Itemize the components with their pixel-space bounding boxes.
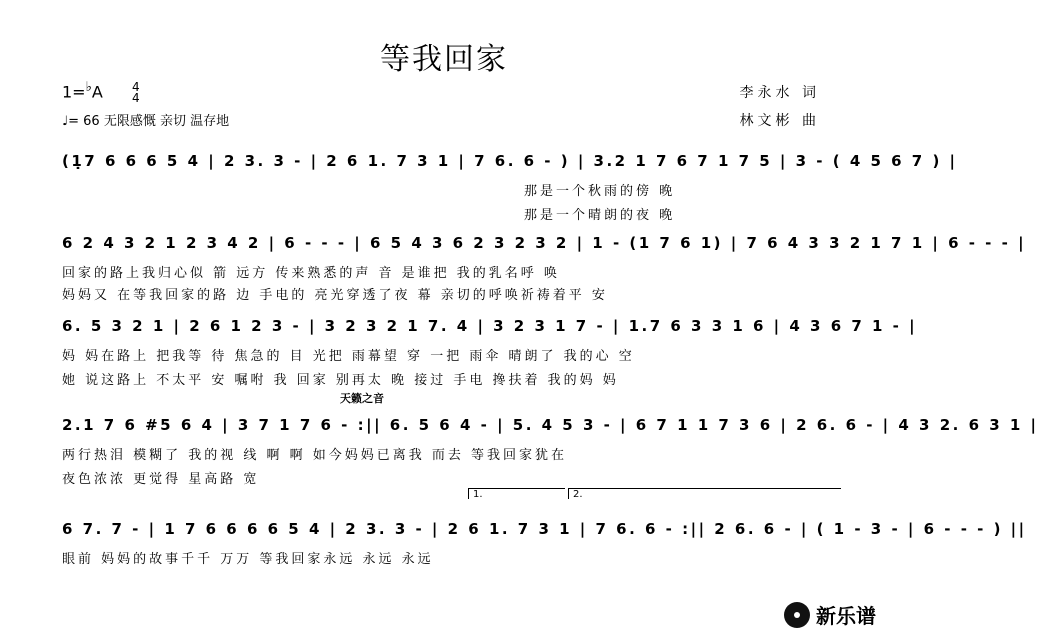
notation-line: 6. 5 3 2 1 | 2 6 1 2 3 - | 3 2 3 2 1 7. 4 | 3 2 3 1 7 - | 1.7 6 3 3 1 6 | 4 3 6 7 1 - | — [62, 317, 918, 335]
lyric-line-1: 妈 妈在路上 把我等 待 焦急的 目 光把 雨幕望 穿 一把 雨伞 晴朗了 我的心 空 — [62, 349, 635, 364]
lyric-line-1: 两行热泪 模糊了 我的视 线 啊 啊 如今妈妈已离我 而去 等我回家犹在 — [62, 448, 568, 463]
lyric-line-2: 她 说这路上 不太平 安 嘱咐 我 回家 别再太 晚 接过 手电 搀扶着 我的妈 妈 — [62, 373, 619, 388]
time-bottom: 4 — [131, 90, 140, 105]
volta-2: 2. — [568, 488, 841, 499]
tempo-marking: ♩= 66 无限感慨 亲切 温存地 — [62, 114, 230, 129]
lyric-line-1: 那是一个秋雨的傍 晚 — [524, 184, 676, 199]
site-logo[interactable] — [784, 600, 876, 629]
logo-text: 新乐谱 — [816, 604, 876, 628]
lyric-line-2: 那是一个晴朗的夜 晚 — [524, 208, 676, 223]
key-prefix: 1= — [62, 82, 86, 102]
marking-text: 天籁之音 — [340, 392, 384, 405]
lyricist-credit: 李永水 词 — [739, 85, 820, 101]
notation-line: (1̣7 6 6 6 5 4 | 2 3. 3 - | 2 6 1. 7 3 1 | 7 6. 6 - ) | 3.2 1 7 6 7 1 7 5 | 3 - ( 4 5 6 7 ) | — [62, 152, 958, 170]
key-note: A — [91, 82, 103, 102]
notation-line: 2.1 7 6 #5 6 4 | 3 7 1 7 6 - :|| 6. 5 6 4 - | 5. 4 5 3 - | 6 7 1 1 7 3 6 | 2 6. 6 - | 4 3 2. 6 3 1 | — [62, 416, 1039, 434]
composer-credit: 林文彬 曲 — [739, 113, 820, 129]
time-signature — [131, 79, 140, 105]
time-top: 4 — [131, 79, 140, 94]
flat-icon: ♭ — [85, 80, 92, 95]
song-title: 等我回家 — [380, 42, 508, 77]
record-disc-icon — [784, 602, 810, 628]
key-signature — [62, 80, 140, 104]
lyric-line-2: 妈妈又 在等我回家的路 边 手电的 亮光穿透了夜 幕 亲切的呼唤祈祷着平 安 — [62, 288, 608, 303]
lyric-line-1: 回家的路上我归心似 箭 远方 传来熟悉的声 音 是谁把 我的乳名呼 唤 — [62, 266, 560, 281]
notation-line: 6 2 4 3 2 1 2 3 4 2 | 6 - - - | 6 5 4 3 6 2 3 2 3 2 | 1 - (1 7 6 1) | 7 6 4 3 3 2 1 7 1 | 6 - - - | — [62, 234, 1027, 252]
lyric-line-1: 眼前 妈妈的故事千千 万万 等我回家永远 永远 永远 — [62, 552, 434, 567]
volta-1: 1. — [468, 488, 565, 499]
lyric-line-2: 夜色浓浓 更觉得 星高路 宽 — [62, 472, 260, 487]
notation-line: 6 7. 7 - | 1 7 6 6 6 6 5 4 | 2 3. 3 - | 2 6 1. 7 3 1 | 7 6. 6 - :|| 2 6. 6 - | ( 1 - 3 - | 6 - - - ) || — [62, 520, 1027, 538]
